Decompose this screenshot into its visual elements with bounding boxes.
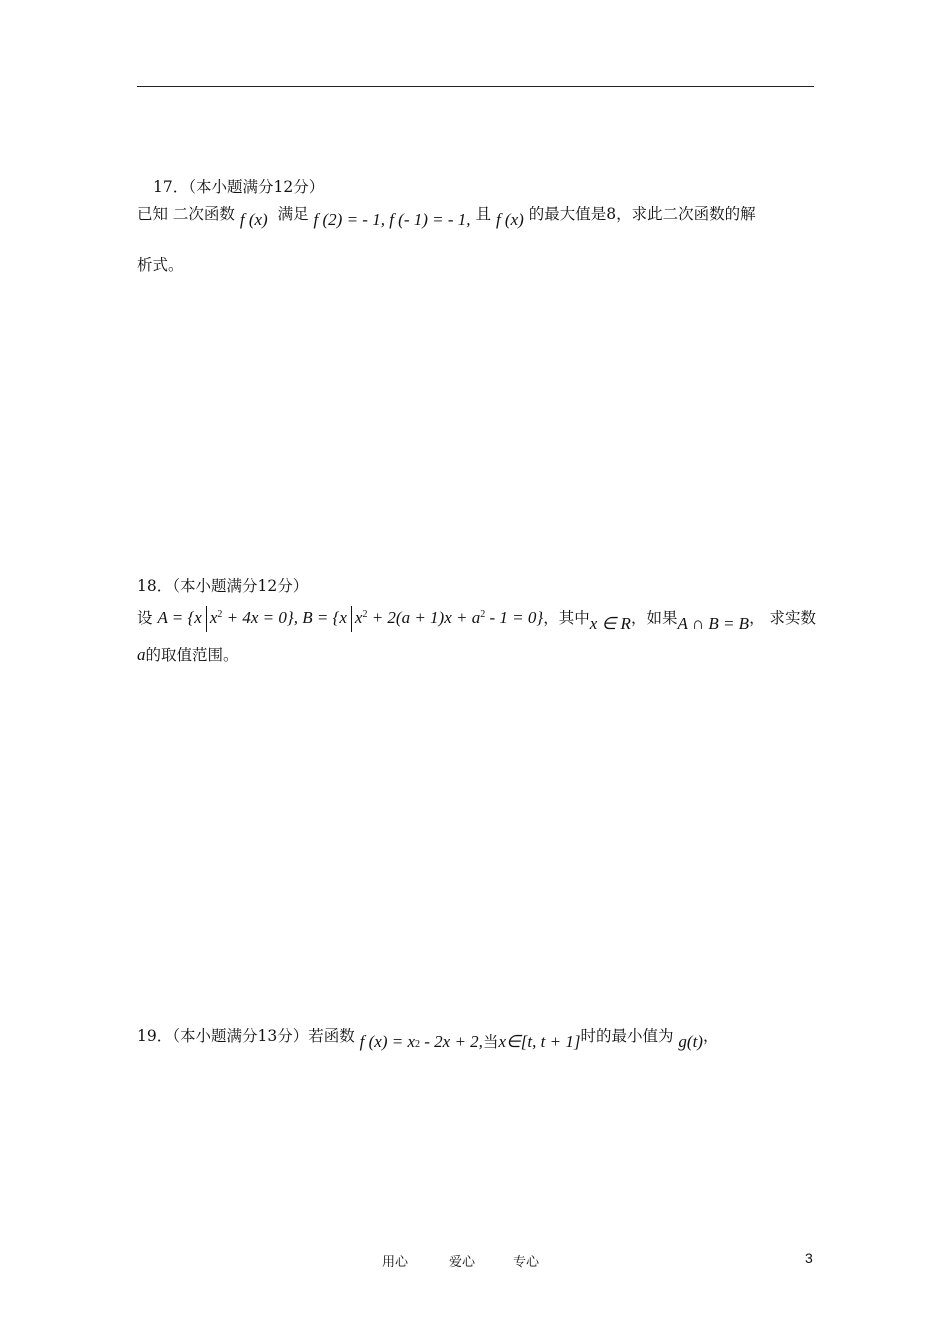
q18-header: 18．（本小题满分12分） [137, 577, 309, 595]
q18-statement [137, 606, 816, 632]
q18-set-b-body: + 2(a + 1)x + a [367, 608, 481, 627]
q18-text-4: ， 求实数 [749, 609, 817, 627]
q19-function-tail: - 2x + 2, [420, 1032, 483, 1051]
q17-statement [137, 205, 756, 229]
q18-statement-cont [137, 646, 239, 664]
q17-header: 17．（本小题满分12分） [153, 178, 325, 196]
q19-interval: x∈[t, t + 1] [498, 1032, 581, 1051]
q18-text-3: ，如果 [630, 609, 678, 627]
q19-statement [137, 1027, 719, 1051]
q18-set-a-head: A = {x [157, 608, 202, 627]
q18-set-a-exp: 2 [217, 609, 223, 620]
q17-conditions: f (2) = - 1, f (- 1) = - 1, [313, 210, 471, 229]
page-number: 3 [805, 1250, 813, 1266]
q18-domain: x ∈ R [589, 614, 631, 633]
q18-text-5: 的取值范围。 [145, 646, 239, 664]
q19-dang: 当 [482, 1033, 499, 1051]
q18-set-b-exp-2: 2 [480, 609, 486, 620]
header-rule [137, 86, 814, 87]
q17-function-1: f (x) [239, 210, 268, 229]
q19-header: 19．（本小题满分13分）若函数 [137, 1027, 355, 1045]
q17-text-2: 满足 [277, 205, 309, 223]
q18-set-a-body: + 4x = 0}, B = {x [222, 608, 347, 627]
q19-function-head: f (x) = x [359, 1032, 415, 1051]
q18-set-a-divider [206, 606, 207, 632]
q18-set-b-divider [351, 606, 352, 632]
footer-zhuanxin: 专心 [513, 1255, 540, 1270]
q17-function-2: f (x) [495, 210, 524, 229]
q18-intersection: A ∩ B = B [677, 614, 750, 633]
q19-text-3: ， [702, 1027, 719, 1045]
q18-text-2: ，其中 [543, 609, 590, 627]
footer-aixin: 爱心 [449, 1255, 476, 1270]
q19-g-t: g(t) [678, 1032, 703, 1051]
q19-text-2: 时的最小值为 [580, 1027, 674, 1045]
q18-set-b-tail: - 1 = 0} [485, 608, 544, 627]
q17-text-1: 已知 二次函数 [137, 205, 235, 223]
footer-yongxin: 用心 [382, 1255, 409, 1270]
q18-set-b-exp-1: 2 [362, 609, 368, 620]
q18-text-1: 设 [137, 609, 153, 627]
q19-function-exp: 2 [415, 1039, 420, 1050]
q17-text-3: 且 [475, 205, 492, 223]
q17-statement-cont: 析式。 [137, 256, 184, 274]
q18-set-a-x: x [209, 608, 218, 627]
q18-set-b-x: x [354, 608, 363, 627]
q18-variable-a: a [137, 645, 146, 664]
q17-text-4: 的最大值是8，求此二次函数的解 [528, 205, 756, 223]
